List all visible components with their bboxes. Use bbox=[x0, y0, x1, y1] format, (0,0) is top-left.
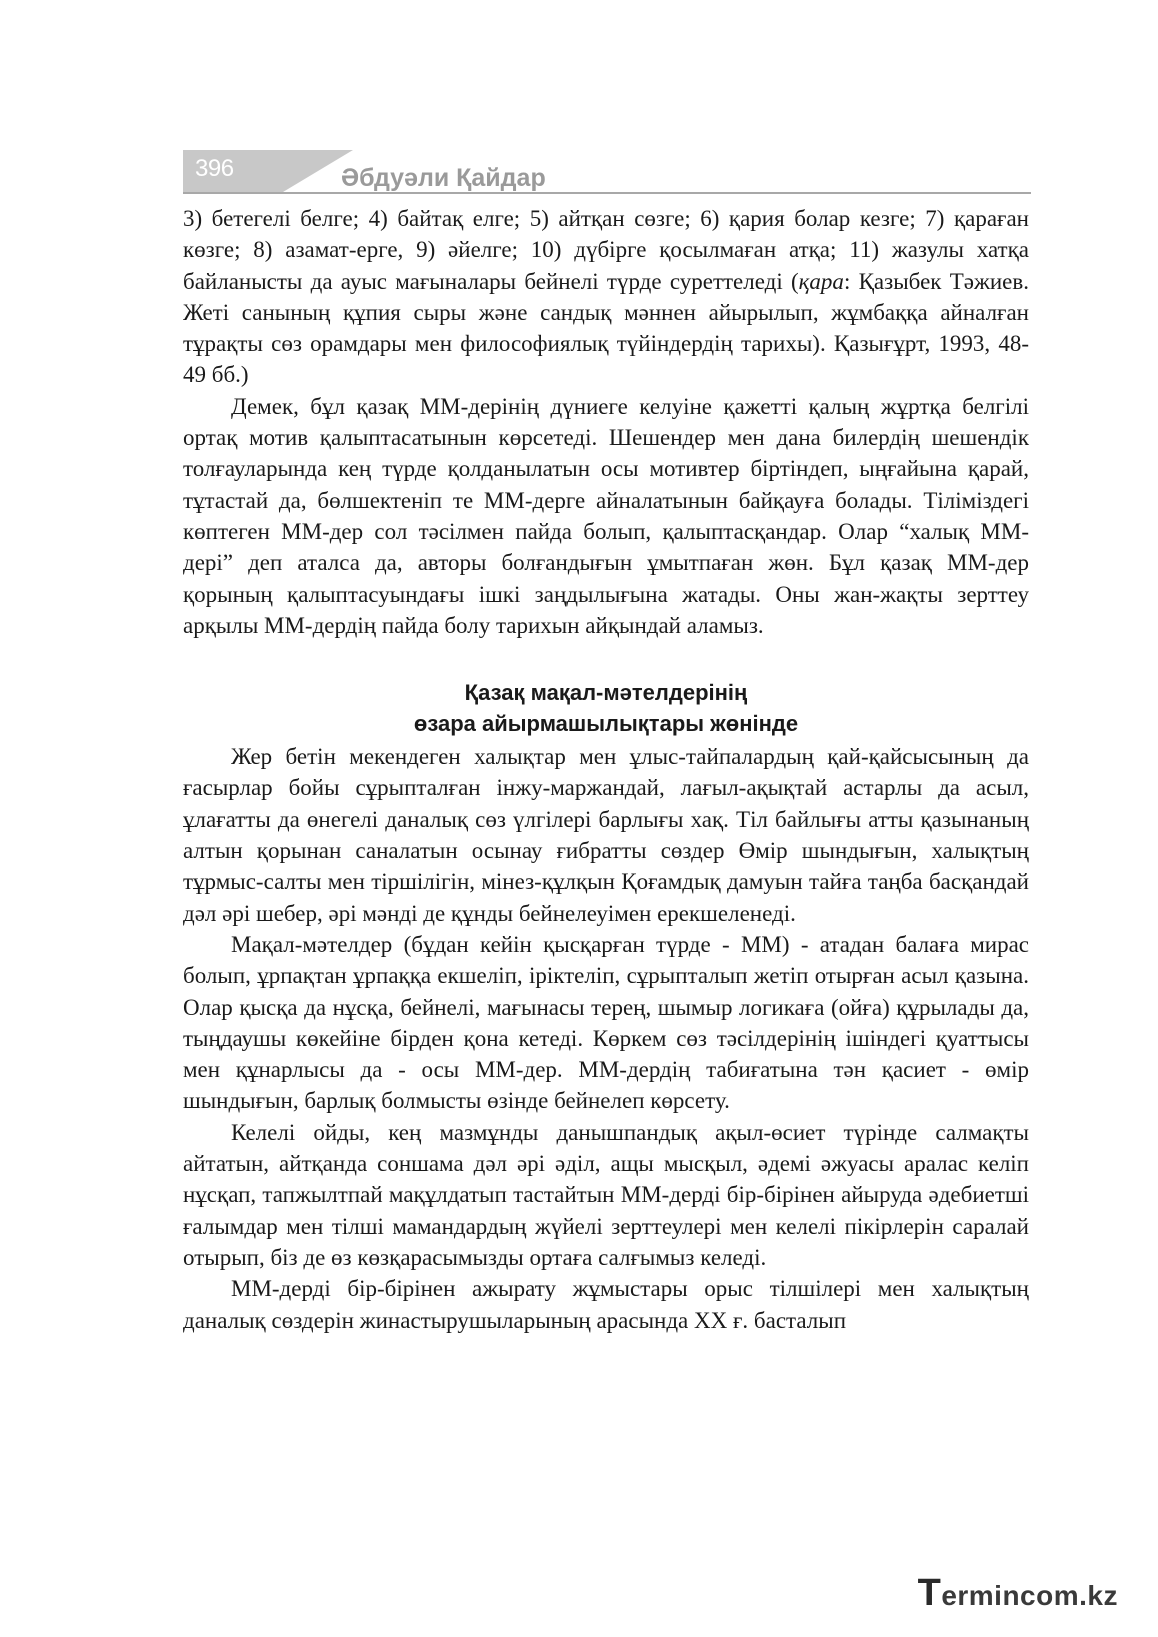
watermark-letter-o: o bbox=[1036, 1580, 1054, 1611]
paragraph-1-text-a: 3) бетегелі белге; 4) байтақ елге; 5) айтқан сөзге; 6) қария болар кезге; 7) қараған көзге; 8) азамат-ерге, 9) әйелге; 10) дүбірге қосылмаған атқа; 11) жазулы хатқа байланысты да ауыс мағыналары бейнелі түрде суреттеледі ( bbox=[183, 206, 1029, 294]
paragraph-4: Мақал-мәтелдер (бұдан кейін қысқарған түрде - ММ) - атадан балаға мирас болып, ұрпақтан ұрпаққа екшеліп, іріктеліп, сұрыпталып жетіп отырған асыл қазына. Олар қысқа да нұсқа, бейнелі, мағынасы терең, шымыр логикаға (ойға) құрылады да, тыңдаушы көкейіне бірден қона кетеді. Көркем сөз тәсілдерінің ішіндегі қуаттысы мен құнарлысы да - осы ММ-дер. ММ-дердің табиғатына тән қасиет - өмір шындығын, барлық болмысты өзінде бейнелеп көрсету. bbox=[183, 931, 1029, 1114]
page-header bbox=[183, 150, 1031, 196]
page-number: 396 bbox=[195, 155, 234, 182]
watermark-letter-t: T bbox=[917, 1572, 942, 1614]
watermark-text-a: erminc bbox=[941, 1580, 1037, 1611]
section-heading-line-2: өзара айырмашылықтары жөнінде bbox=[413, 711, 799, 737]
section-heading-line-1: Қазақ мақал-мәтелдерінің bbox=[464, 680, 748, 706]
paragraph-3: Жер бетін мекендеген халықтар мен ұлыс-тайпалардың қай-қайсысының да ғасырлар бойы сұрыпталған інжу-маржандай, лағыл-ақықтай астарлы да асыл, ұлағатты да өнегелі даналық сөз үлгілері барлығы хақ. Тіл байлығы атты қазынаның алтын қорынан саналатын осынау ғибратты сөздер Өмір шындығын, халықтың тұрмыс-салты мен тіршілігін, мінез-құлқын Қоғамдық дамуын тайға таңба басқандай дәл әрі шебер, әрі мәнді де құнды бейнелеуімен ерекшеленеді. bbox=[183, 744, 1029, 926]
termincom-watermark-logo bbox=[918, 1572, 1118, 1615]
page-body bbox=[183, 203, 1029, 1336]
paragraph-6: ММ-дерді бір-бірінен ажырату жұмыстары орыс тілшілері мен халықтың даналық сөздерін жинастырушыларының арасында ХХ ғ. басталып bbox=[183, 1276, 1029, 1333]
paragraph-1 bbox=[183, 203, 1029, 391]
header-rule bbox=[183, 192, 1031, 194]
running-head-author: Әбдуәли Қайдар bbox=[341, 164, 546, 192]
paragraph-5: Келелі ойды, кең мазмұнды данышпандық ақыл-өсиет түрінде салмақты айтатын, айтқанда соншама дәл әрі әділ, ащы мысқыл, әдемі әжуасы аралас келіп нұсқап, тапжылтпай мақұлдатып тастайтын ММ-дерді бір-бірінен айыруда әдебиетші ғалымдар мен тілші мамандардың жүйелі зерттеулері мен келелі пікірлерін саралай отырып, біз де өз көзқарасымызды ортаға салғымыз келеді. bbox=[183, 1119, 1029, 1270]
paragraph-1-italic: қара bbox=[798, 268, 844, 294]
watermark-text-b: m.kz bbox=[1053, 1580, 1118, 1611]
section-heading bbox=[183, 677, 1029, 739]
paragraph-1-text-b: : Қазыбек Тәжиев. Жеті санының құпия сыры және сандық мәннен айырылып, жұмбаққа айналған тұрақты сөз орамдары мен философиялық түйіндердің тарихы). Қазығұрт, 1993, 48-49 бб.) bbox=[183, 268, 1029, 388]
paragraph-2: Демек, бұл қазақ ММ-дерінің дүниеге келуіне қажетті қалың жұртқа белгілі ортақ мотив қалыптасатынын көрсетеді. Шешендер мен дана билердің шешендік толғауларында кең түрде қолданылатын осы мотивтер біртіндеп, ыңғайына қарай, тұтастай да, бөлшектеніп те ММ-дерге айналатынын байқауға болады. Тіліміздегі көптеген ММ-дер сол тәсілмен пайда болып, қалыптасқандар. Олар “халық ММ-дері” деп аталса да, авторы болғандығын ұмытпаған жөн. Бұл қазақ ММ-дер қорының қалыптасуындағы ішкі заңдылығына жатады. Оны жан-жақты зерттеу арқылы ММ-дердің пайда болу тарихын айқындай аламыз. bbox=[183, 393, 1029, 638]
